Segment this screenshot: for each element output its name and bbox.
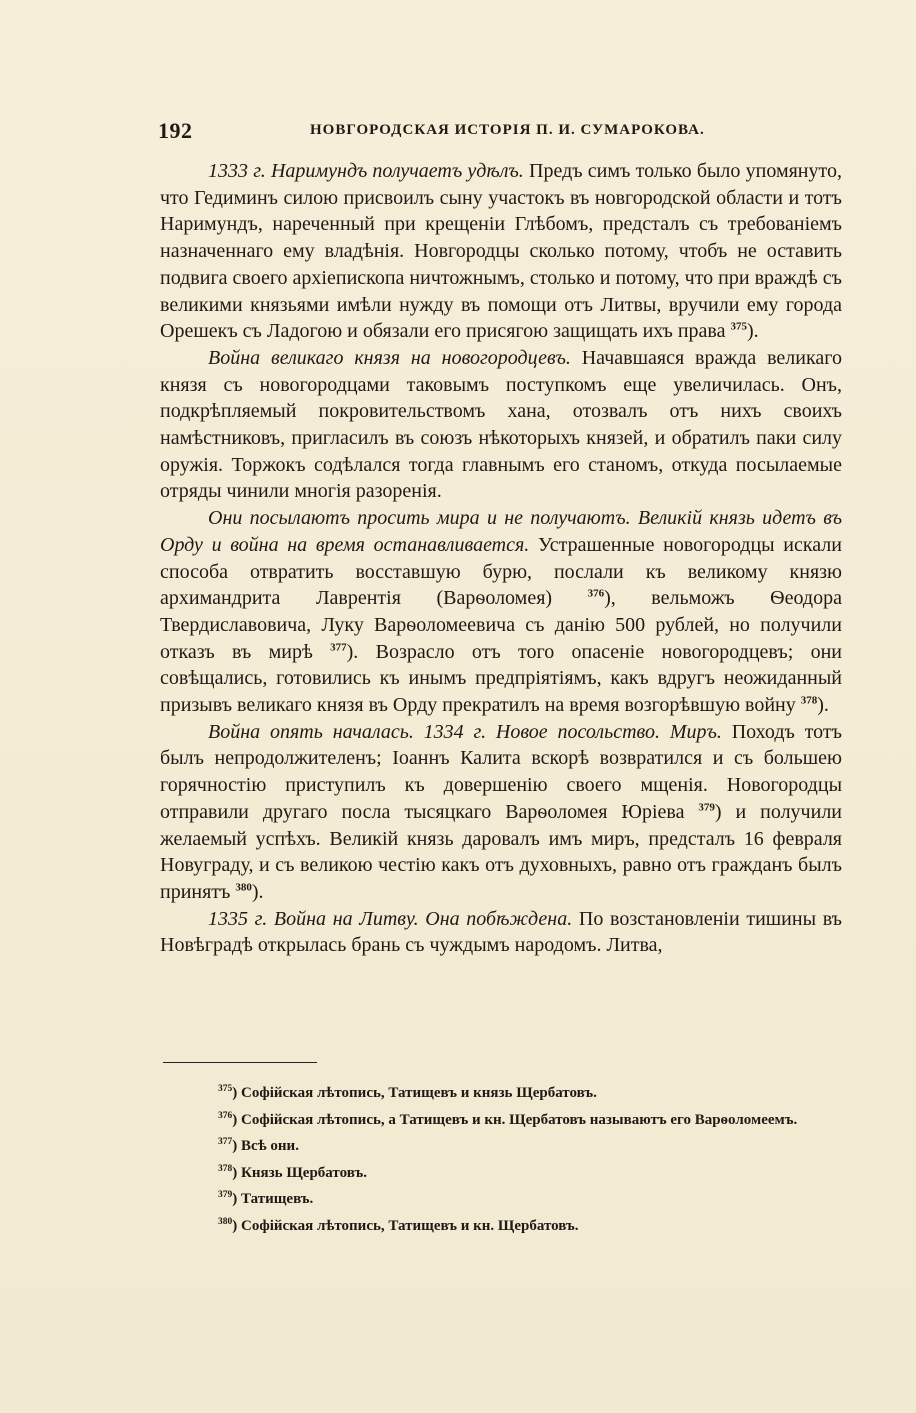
footnote-number: 375 xyxy=(218,1084,233,1094)
paragraph-text: Предъ симъ только было упомянуто, что Гедиминъ силою присвоилъ сыну участокъ въ новгородской области и тотъ Наримундъ, нареченный при крещеніи Глѣбомъ, предсталъ съ требованіемъ назначеннаго ему владѣнія. Новгородцы сколько потому, чтобъ не оставить подвига своего архіепископа ничтожнымъ, столько и потому, что при враждѣ съ великими князьями имѣли нужду въ помощи отъ Литвы, вручили ему города Орешекъ съ Ладогою и обязали его присягою защищать ихъ права xyxy=(160,160,842,343)
paragraph-text: По возстановленіи тишины въ Новѣградѣ открылась брань съ чуждымъ народомъ. Литва, xyxy=(160,907,842,957)
paragraph-heading: 1333 г. Наримундъ получаетъ удѣлъ. xyxy=(208,160,524,182)
paragraph-tail: ). xyxy=(251,880,264,903)
paragraph-1335 xyxy=(160,906,842,959)
footnote-number: 379 xyxy=(218,1190,233,1200)
paragraph-war-grand-prince xyxy=(160,345,842,505)
footnote-text: ) Софійская лѣтопись, а Татищевъ и кн. Щербатовъ называютъ его Варѳоломеемъ. xyxy=(232,1111,798,1128)
paragraph-heading: Война великаго князя на новогородцевъ. xyxy=(208,346,571,369)
paragraph-heading: Они посылаютъ просить мира и не получаютъ. Великій князь идетъ въ Орду и война на время останавливается. xyxy=(160,507,842,556)
paragraph-1334 xyxy=(160,719,842,906)
footnote-text: ) Софійская лѣтопись, Татищевъ и князь Щербатовъ. xyxy=(232,1085,597,1101)
footnote-ref[interactable]: 377 xyxy=(330,641,347,653)
paragraph-text: Походъ тотъ былъ непродолжителенъ; Іоаннъ Калита вскорѣ возвратился и съ большею горячностію приступилъ къ довершенію своего мщенія. Новогородцы отправили другаго посла тысяцкаго Варѳоломея Юріева xyxy=(160,720,843,823)
footnote-ref[interactable]: 380 xyxy=(235,881,252,894)
footnote-number: 377 xyxy=(218,1137,233,1147)
footnote-380 xyxy=(162,1213,842,1240)
footnote-number: 376 xyxy=(218,1110,233,1121)
paragraph-text: ), вельможъ Ѳеодора Твердиславовича, Луку Варѳоломеевича съ данію 500 рублей, но получили отказъ въ мирѣ xyxy=(160,587,842,663)
footnote-number: 380 xyxy=(218,1216,233,1227)
paragraph-heading: Война опять началась. 1334 г. Новое посольство. Миръ. xyxy=(208,720,722,743)
paragraph-text: Устрашенные новогородцы искали способа отвратить восставшую бурю, послали къ великому князю архимандрита Лаврентія (Варѳоломея) xyxy=(160,533,842,610)
paragraph-peace-request xyxy=(160,505,842,719)
footnote-number: 378 xyxy=(218,1163,233,1174)
paragraph-tail: ). xyxy=(817,694,829,717)
footnote-ref[interactable]: 376 xyxy=(587,587,605,600)
paragraph-text: ). Возрасло отъ того опасеніе новогородцевъ; они совѣщались, готовились къ инымъ предпріятіямъ, какъ вдругъ неожиданный призывъ великаго князя въ Орду прекратилъ на время возгорѣвшую войну xyxy=(160,640,842,717)
paragraph-text: Начавшаяся вражда великаго князя съ новогородцами таковымъ поступкомъ еще увеличилась. Онъ, подкрѣпляемый покровительствомъ хана, отозвалъ отъ нихъ своихъ намѣстниковъ, пригласилъ въ союзъ нѣкоторыхъ князей, и обратилъ паки силу оружія. Торжокъ содѣлался тогда главнымъ его станомъ, откуда посылаемые отряды чинили многія разоренія. xyxy=(160,346,842,503)
footnote-text: ) Всѣ они. xyxy=(232,1138,299,1154)
footnote-divider xyxy=(163,1062,317,1063)
paragraph-heading: 1335 г. Война на Литву. Она побѣждена. xyxy=(208,907,573,930)
paragraph-text: ) и получили желаемый успѣхъ. Великій князь даровалъ имъ миръ, предсталъ 16 февраля Новуграду, и съ великою честію какъ отъ духовныхъ, равно отъ гражданъ былъ принятъ xyxy=(160,800,842,903)
footnote-378 xyxy=(162,1160,842,1187)
footnote-text: ) Татищевъ. xyxy=(232,1191,314,1207)
main-text xyxy=(160,158,842,959)
footnote-376 xyxy=(162,1107,842,1134)
running-head: НОВГОРОДСКАЯ ИСТОРІЯ П. И. СУМАРОКОВА. xyxy=(310,122,705,138)
footnote-377 xyxy=(162,1133,842,1160)
page-number: 192 xyxy=(158,118,193,143)
paragraph-1333 xyxy=(160,158,842,345)
footnote-ref[interactable]: 378 xyxy=(800,694,818,707)
footnote-ref[interactable]: 375 xyxy=(730,320,747,333)
paragraph-tail: ). xyxy=(747,320,759,343)
page-header xyxy=(158,118,842,148)
footnote-375 xyxy=(162,1080,842,1107)
footnote-text: ) Софійская лѣтопись, Татищевъ и кн. Щербатовъ. xyxy=(232,1217,579,1234)
footnote-379 xyxy=(162,1186,842,1213)
footnote-text: ) Князь Щербатовъ. xyxy=(232,1164,367,1181)
footnotes xyxy=(162,1080,842,1239)
footnote-ref[interactable]: 379 xyxy=(698,801,715,814)
